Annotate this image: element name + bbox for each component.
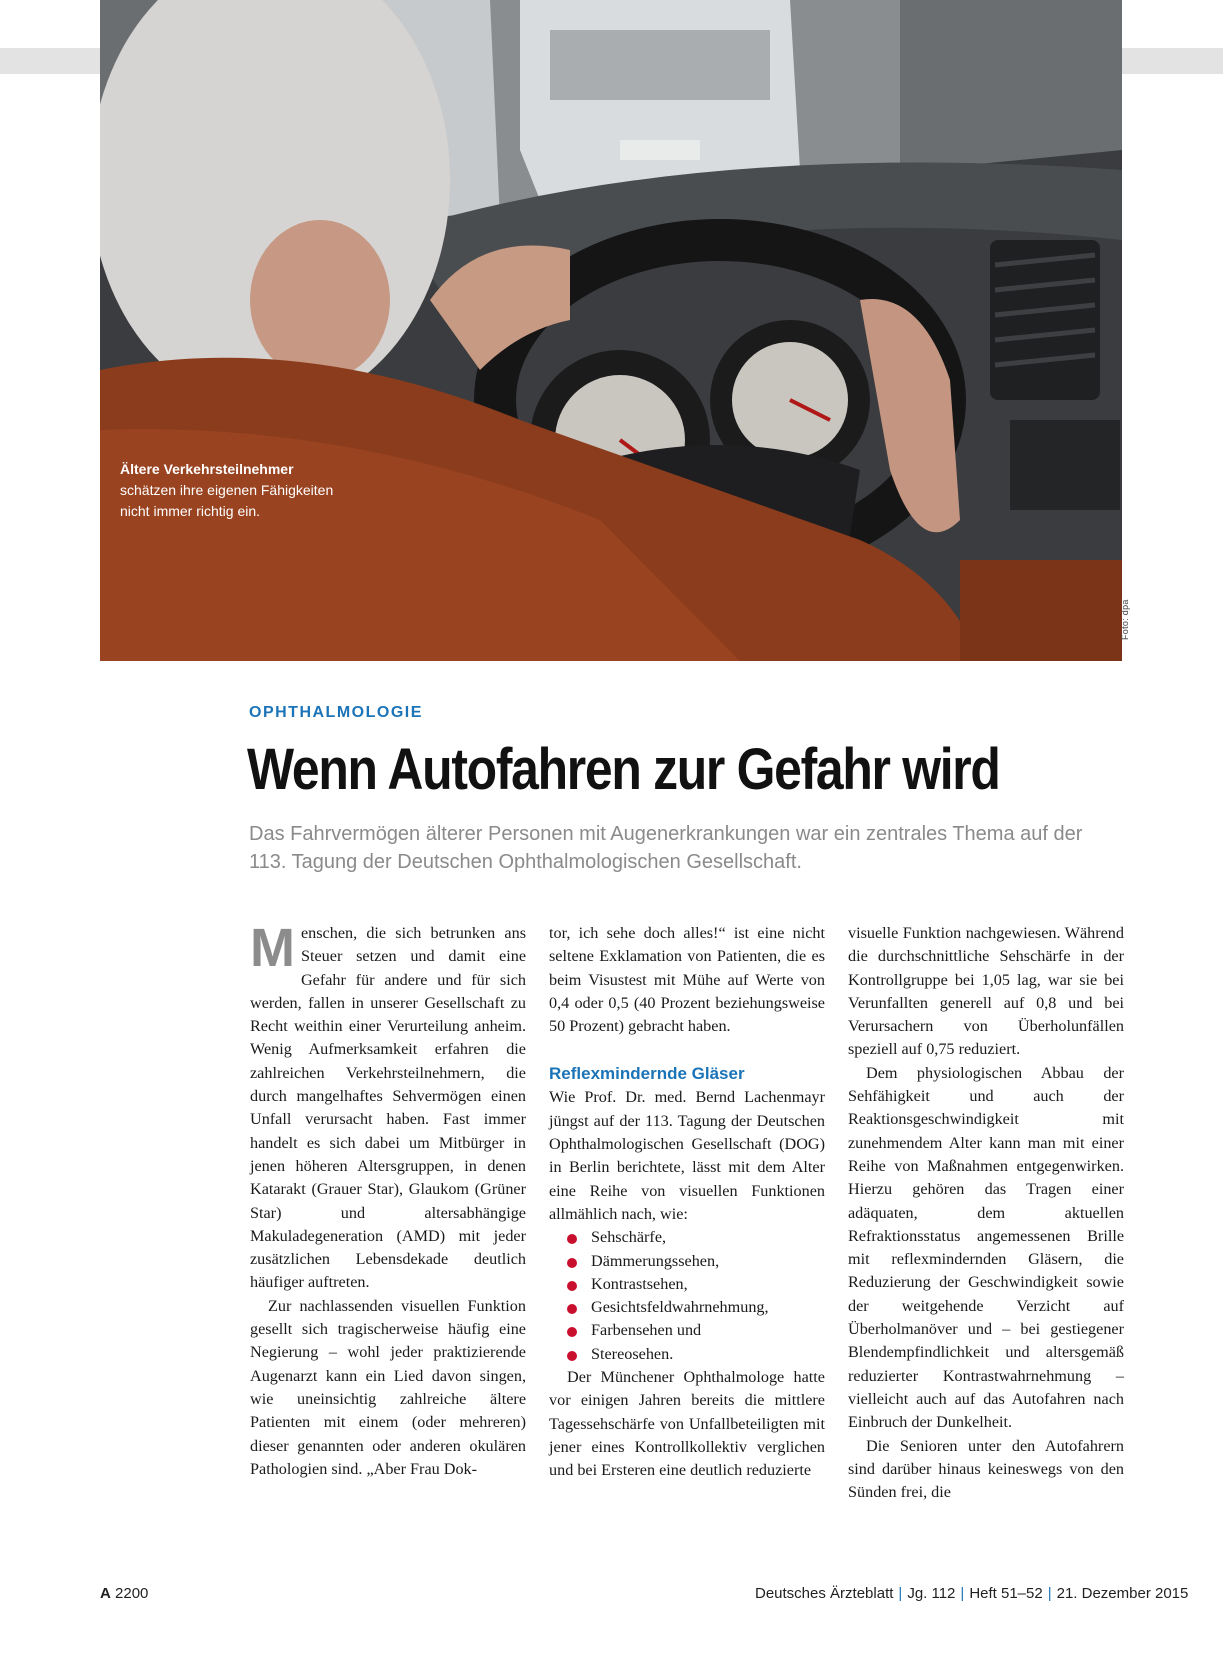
paragraph (250, 918, 526, 1295)
separator: | (898, 1585, 903, 1602)
section-kicker: OPHTHALMOLOGIE (249, 704, 423, 721)
paragraph: visuelle Funktion nachgewiesen. Während die durchschnittliche Sehschärfe in der Kontrollgruppe bei 1,05 lag, war sie bei Verunfallten generell auf 0,8 und bei Verursachern von Überholunfällen speziell auf 0,75 reduziert. (848, 924, 1124, 1059)
journal-info (755, 1585, 1189, 1602)
paragraph: Dem physiologischen Abbau der Sehfähigkeit und auch der Reaktionsgeschwindigkeit mit zunehmendem Alter kann man mit einer Reihe von Maßnahmen entgegenwirken. Hierzu gehören das Tragen einer adäquaten, dem aktuellen Refraktionsstatus angemessenen Brille mit reflexmindernden Gläsern, die Reduzierung der Geschwindigkeit sowie der weitgehende Verzicht auf Überholmanöver und – bei gestiegener Blendempfindlichkeit und altersgemäß reduzierter Kontrastwahrnehmung – vielleicht auch auf das Autofahren nach Einbruch der Dunkelheit. (848, 1063, 1124, 1432)
bullet-icon (567, 1281, 577, 1291)
bullet-icon (567, 1234, 577, 1244)
section-letter: A (100, 1585, 111, 1602)
paragraph: Wie Prof. Dr. med. Bernd Lachenmayr jüngst auf der 113. Tagung der Deutschen Ophthalmologischen Gesellschaft (DOG) in Berlin berichtete, lässt mit dem Alter eine Reihe von visuellen Funktionen allmählich nach, wie: (549, 1088, 825, 1223)
paragraph: Der Münchener Ophthalmologe hatte vor einigen Jahren bereits die mittlere Tagessehschärfe von Unfallbeteiligten mit jener eines Kontrollkollektiv verglichen und bei Ersteren eine deutlich reduzierte (549, 1368, 825, 1480)
list-item (549, 1319, 825, 1342)
separator: | (960, 1585, 965, 1602)
journal-date: 21. Dezember 2015 (1056, 1585, 1189, 1602)
page-number-value: 2200 (115, 1585, 149, 1602)
paragraph: Zur nachlassenden visuellen Funktion gesellt sich tragischerweise häufig eine Negierung – wohl jeder praktizierende Augenarzt kann ein Lied davon singen, wie uneinsichtig zahlreiche ältere Patienten mit einem (oder mehreren) dieser genannten oder anderen okulären Pathologien sind. „Aber Frau Dok- (250, 1296, 526, 1478)
article-deck: Das Fahrvermögen älterer Personen mit Augenerkrankungen war ein zentrales Thema auf der 113. Tagung der Deutschen Ophthalmologischen Gesellschaft. (249, 823, 1083, 873)
bullet-icon (567, 1327, 577, 1337)
list-item-text: Sehschärfe, (591, 1228, 667, 1247)
text-column-2 (549, 922, 825, 1483)
photo-credit: Foto: dpa (1120, 599, 1130, 640)
photo-illustration (100, 0, 1122, 661)
journal-issue: Heft 51–52 (969, 1585, 1043, 1602)
drop-cap: M (250, 918, 295, 978)
list-item-text: Stereosehen. (591, 1344, 674, 1363)
list-item-text: Farbensehen und (591, 1321, 702, 1340)
article-headline: Wenn Autofahren zur Gefahr wird (247, 737, 1000, 802)
subheading: Reflexmindernde Gläser (549, 1064, 745, 1084)
list-item (549, 1273, 825, 1296)
journal-volume: Jg. 112 (907, 1585, 956, 1602)
list-item-text: Gesichtsfeldwahrnehmung, (591, 1298, 769, 1317)
text-column-3 (848, 922, 1124, 1504)
caption-title: Ältere Verkehrsteilnehmer (120, 461, 294, 477)
bullet-icon (567, 1304, 577, 1314)
bullet-list (549, 1226, 825, 1366)
list-item (549, 1343, 825, 1366)
separator: | (1047, 1585, 1052, 1602)
article-photo (100, 0, 1122, 661)
list-item (549, 1226, 825, 1249)
paragraph-text: enschen, die sich betrunken ans Steuer setzen und damit eine Gefahr für andere und für sich werden, fallen in unserer Gesellschaft zu Recht weithin einer Verurteilung anheim. Wenig Aufmerksamkeit erfahren die zahlreichen Verkehrsteilnehmern, die durch mangelhaftes Sehvermögen einen Unfall verursacht haben. Fast immer handelt es sich dabei um Mitbürger in jenen höheren Altersgruppen, in denen Katarakt (Grauer Star), Glaukom (Grüner Star) und altersabhängige Makuladegeneration (AMD) mit jeder zusätzlichen Lebensdekade deutlich häufiger auftreten. (250, 924, 526, 1292)
text-column-1 (250, 918, 526, 1481)
photo-caption (120, 459, 380, 522)
bullet-icon (567, 1258, 577, 1268)
list-item (549, 1296, 825, 1319)
bullet-icon (567, 1351, 577, 1361)
list-item-text: Dämmerungssehen, (591, 1251, 720, 1270)
page-number (100, 1585, 148, 1602)
journal-name: Deutsches Ärzteblatt (755, 1585, 894, 1602)
list-item-text: Kontrastsehen, (591, 1274, 688, 1293)
list-item (549, 1250, 825, 1273)
paragraph: tor, ich sehe doch alles!“ ist eine nicht seltene Exklamation von Patienten, die es beim Visustest mit Mühe auf Werte von 0,4 oder 0,5 (40 Prozent beziehungsweise 50 Prozent) gebracht haben. (549, 924, 825, 1036)
paragraph: Die Senioren unter den Autofahrern sind darüber hinaus keineswegs von den Sünden frei, die (848, 1436, 1124, 1502)
caption-line: schätzen ihre eigenen Fähigkeiten (120, 482, 334, 498)
caption-line: nicht immer richtig ein. (120, 503, 261, 519)
